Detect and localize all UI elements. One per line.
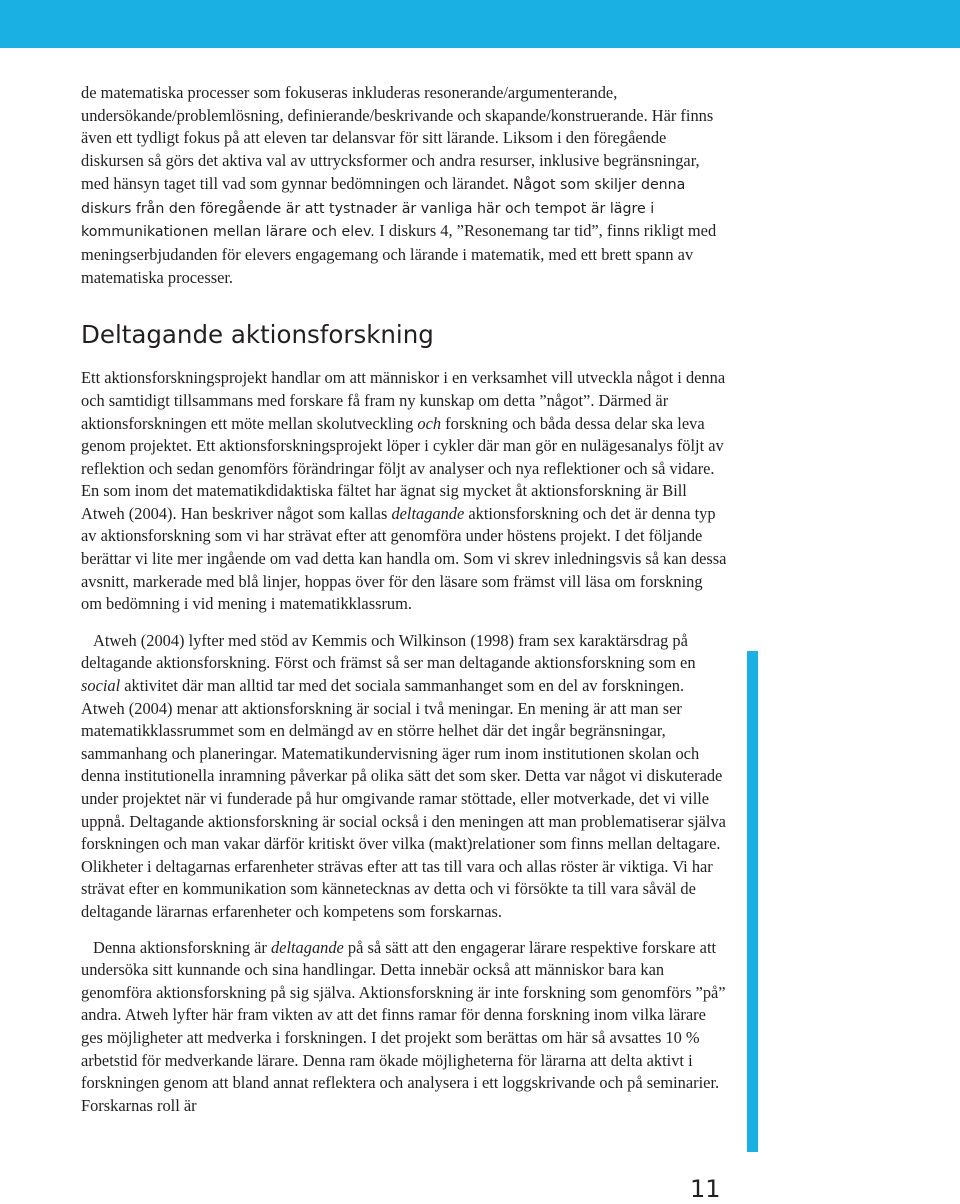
body-paragraph-3 [81, 937, 727, 1118]
p1-text-c: forskning och båda dessa delar ska leva genom projektet. Ett aktionsforskningsprojekt löper i cykler där man gör en nulägesanalys följt av reflektion och sedan genomförs förändringar följt av analyser och nya reflektioner och så vidare. En som inom det matematikdidaktiska fältet har ägnat sig mycket åt aktionsforskning är Bill Atweh (2004). Han beskriver något som kallas [81, 413, 724, 523]
p3-text-c: på så sätt att den engagerar lärare respektive forskare att undersöka sitt kunnande och sina handlingar. Detta innebär också att människor bara kan genomföra aktionsforskning på sig själva. Aktionsforskning är inte forskning som genomförs ”på” andra. Atweh lyfter här fram vikten av att det finns ramar för denna forskning inom vilka lärare ges möjligheter att medverka i forskningen. I det projekt som berättas om här så avsattes 10 % arbetstid för medverkande lärare. Denna ram ökade möjligheterna för lärarna att delta aktivt i forskningen genom att bland annat reflektera och analysera i ett loggskrivande och på seminarier. Forskarnas roll är [81, 937, 726, 1115]
p2-italic-social: social [81, 676, 121, 696]
intro-text-part3: I diskurs 4, ”Resonemang tar tid”, finns rikligt med meningserbjudanden för elevers engagemang och lärande i matematik, med ett brett spann av matematiska processer. [81, 221, 717, 287]
p1-italic-deltagande: deltagande [391, 503, 465, 523]
p2-text-a: Atweh (2004) lyfter med stöd av Kemmis och Wilkinson (1998) fram sex karaktärsdrag på deltagande aktionsforskning. Först och främst så ser man deltagande aktionsforskning som en [81, 630, 696, 673]
intro-text-part2: Något som skiljer denna diskurs från den föregående är att tystnader är vanliga här och tempot är lägre i kommunikationen mellan lärare och elev. [81, 176, 686, 241]
top-color-band [0, 0, 960, 48]
section-heading: Deltagande aktionsforskning [81, 320, 434, 350]
p1-italic-och: och [417, 413, 442, 433]
body-paragraph-1 [81, 367, 727, 616]
p3-italic-deltagande: deltagande [270, 937, 344, 957]
page-number: 11 [690, 1175, 721, 1203]
intro-paragraph [81, 82, 727, 289]
page-content [81, 82, 727, 1117]
body-paragraph-2 [81, 630, 727, 924]
intro-text-part1: de matematiska processer som fokuseras inkluderas resonerande/argumenterande, undersökande/problemlösning, definierande/beskrivande och skapande/konstruerande. Här finns även ett tydligt fokus på att eleven tar delansvar för sitt lärande. Liksom i den föregående diskursen så görs det aktiva val av uttrycksformer och andra resurser, inklusive begränsningar, med hänsyn taget till vad som gynnar bedömningen och lärandet. [81, 83, 714, 193]
p1-text-a: Ett aktionsforskningsprojekt handlar om att människor i en verksamhet vill utveckla något i denna och samtidigt tillsammans med forskare få fram ny kunskap om detta ”något”. Därmed är aktionsforskningen ett möte mellan skolutveckling [81, 368, 726, 433]
p2-text-c: aktivitet där man alltid tar med det sociala sammanhanget som en del av forskningen. Atweh (2004) menar att aktionsforskning är social i två meningar. En mening är att man ser matematikklassrummet som en delmängd av en större helhet där det ingår begränsningar, sammanhang och planeringar. Matematikundervisning äger rum inom institutionen skolan och denna institutionella inramning påverkar på olika sätt det som sker. Detta var något vi diskuterade under projektet när vi funderade på hur omgivande ramar stöttade, eller motverkade, det vi ville uppnå. Deltagande aktionsforskning är social också i den meningen att man problematiserar själva forskningen och man vakar därför kritiskt över vilka (makt)relationer som finns mellan deltagare. Olikheter i deltagarnas erfarenheter strävas efter att tas till vara och allas röster är viktiga. Vi har strävat efter en kommunikation som kännetecknas av detta och vi försökte ta till vara såväl de deltagande lärarnas erfarenheter och kompetens som forskarnas. [81, 676, 726, 921]
p1-text-e: aktionsforskning och det är denna typ av aktionsforskning som vi har strävat efter att genomföra under höstens projekt. I det följande berättar vi lite mer ingående om vad detta kan handla om. Som vi skrev inledningsvis så kan dessa avsnitt, markerade med blå linjer, hoppas över för den läsare som främst vill läsa om forskning om bedömning i vid mening i matematikklassrum. [81, 503, 727, 614]
blue-margin-line [747, 651, 758, 1152]
p3-text-a: Denna aktionsforskning är [93, 937, 271, 957]
